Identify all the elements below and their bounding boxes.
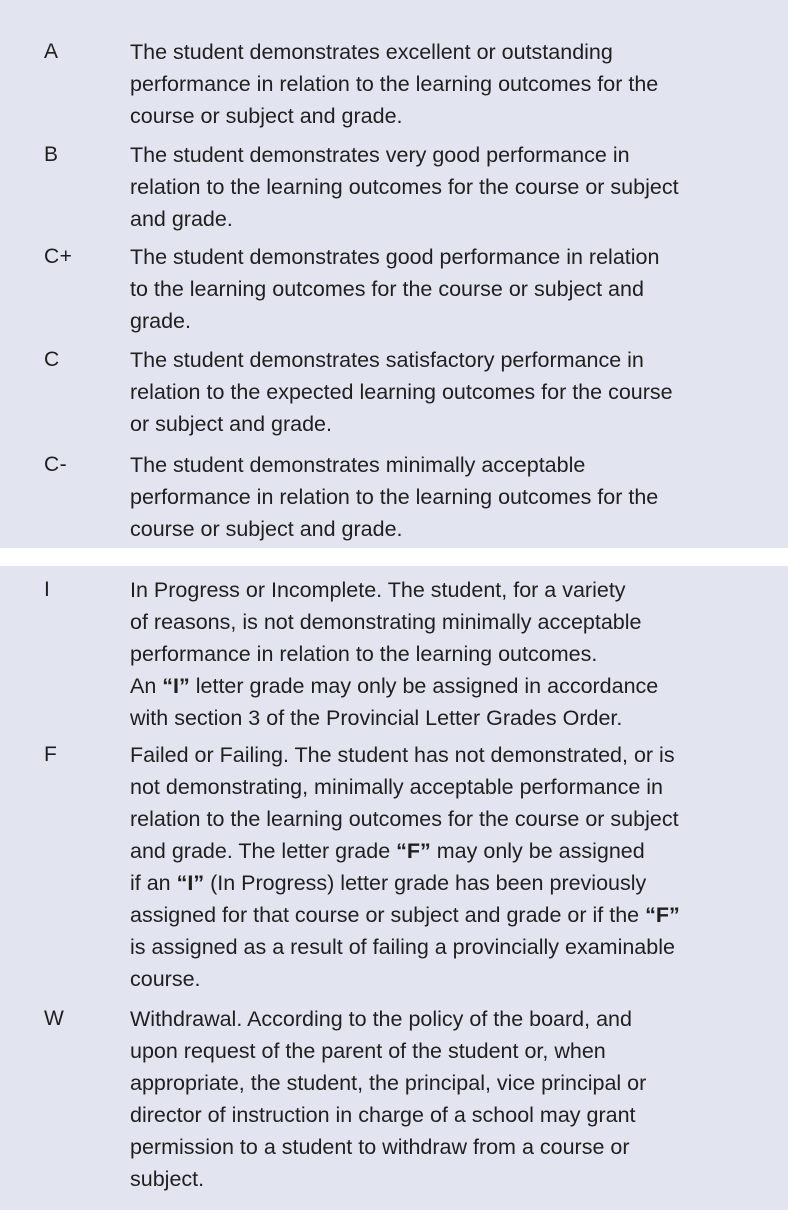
grade-description — [130, 344, 782, 440]
description-line: The student demonstrates excellent or outstanding — [130, 40, 613, 64]
grade-description — [130, 449, 782, 545]
description-line: performance in relation to the learning outcomes for the — [130, 72, 659, 96]
description-line: grade. — [130, 309, 191, 333]
description-line: is assigned as a result of failing a provincially examinable — [130, 935, 675, 959]
grades-panel-bottom — [0, 566, 788, 1210]
description-line: permission to a student to withdraw from a course or — [130, 1135, 630, 1159]
grade-letter: W — [44, 1007, 65, 1030]
description-line: assigned for that course or subject and grade or if the “F” — [130, 903, 680, 927]
description-line: course. — [130, 967, 201, 991]
grade-description — [130, 139, 782, 235]
grades-panel-top — [0, 0, 788, 548]
description-line: or subject and grade. — [130, 412, 332, 436]
description-line: performance in relation to the learning outcomes for the — [130, 485, 659, 509]
grade-letter: I — [44, 578, 51, 601]
description-line: and grade. The letter grade “F” may only be assigned — [130, 839, 645, 863]
grade-description — [130, 241, 782, 337]
description-line: relation to the expected learning outcomes for the course — [130, 380, 673, 404]
grade-letter-emphasis: “I” — [162, 674, 190, 698]
description-line: with section 3 of the Provincial Letter Grades Order. — [130, 706, 623, 730]
description-line: The student demonstrates good performance in relation — [130, 245, 660, 269]
description-line: An “I” letter grade may only be assigned in accordance — [130, 674, 659, 698]
description-line: to the learning outcomes for the course or subject and — [130, 277, 644, 301]
description-line: In Progress or Incomplete. The student, for a variety — [130, 578, 626, 602]
grade-description — [130, 739, 782, 995]
grade-letter: A — [44, 40, 59, 63]
description-line: course or subject and grade. — [130, 104, 403, 128]
description-line: director of instruction in charge of a school may grant — [130, 1103, 636, 1127]
description-line: relation to the learning outcomes for the course or subject — [130, 175, 679, 199]
description-line: upon request of the parent of the student or, when — [130, 1039, 606, 1063]
description-line: course or subject and grade. — [130, 517, 403, 541]
description-line: Failed or Failing. The student has not demonstrated, or is — [130, 743, 675, 767]
description-line: The student demonstrates minimally acceptable — [130, 453, 586, 477]
description-line: of reasons, is not demonstrating minimally acceptable — [130, 610, 642, 634]
description-line: not demonstrating, minimally acceptable performance in — [130, 775, 663, 799]
description-line: The student demonstrates very good performance in — [130, 143, 630, 167]
description-line: appropriate, the student, the principal, vice principal or — [130, 1071, 647, 1095]
grade-description — [130, 1003, 782, 1195]
description-line: subject. — [130, 1167, 205, 1191]
description-line: and grade. — [130, 207, 233, 231]
description-line: if an “I” (In Progress) letter grade has been previously — [130, 871, 647, 895]
grade-letter: F — [44, 743, 58, 766]
grade-description — [130, 36, 782, 132]
description-line: relation to the learning outcomes for the course or subject — [130, 807, 679, 831]
description-line: The student demonstrates satisfactory performance in — [130, 348, 644, 372]
grade-letter: B — [44, 143, 59, 166]
grade-letter-emphasis: “F” — [645, 903, 680, 927]
grade-letter: C+ — [44, 245, 73, 268]
description-line: Withdrawal. According to the policy of the board, and — [130, 1007, 632, 1031]
grade-letter-emphasis: “F” — [396, 839, 431, 863]
grade-description — [130, 574, 782, 734]
description-line: performance in relation to the learning outcomes. — [130, 642, 598, 666]
grade-letter: C — [44, 348, 60, 371]
grade-letter: C- — [44, 453, 68, 476]
grade-letter-emphasis: “I” — [176, 871, 205, 895]
